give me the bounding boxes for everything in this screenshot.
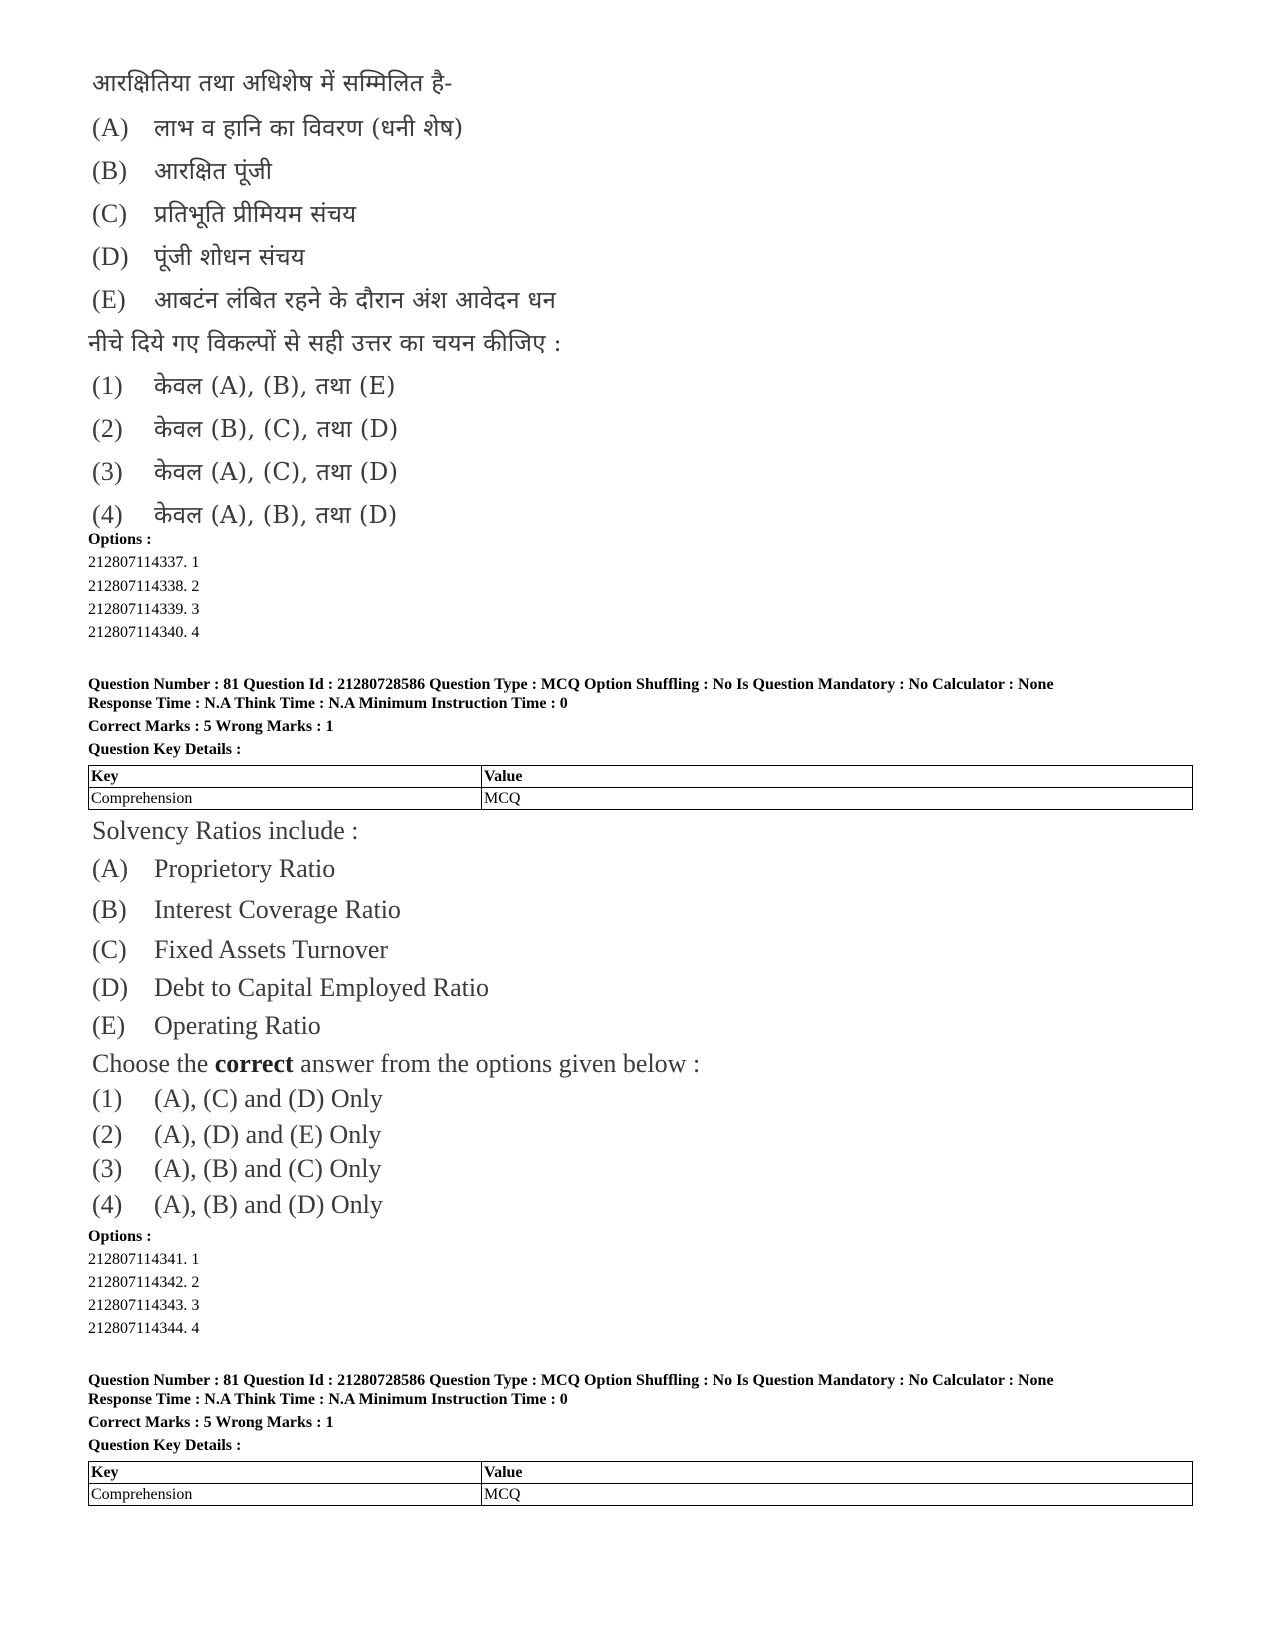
option-id: 212807114343. 3 <box>88 1297 200 1314</box>
question-timing: Response Time : N.A Think Time : N.A Minimum Instruction Time : 0 <box>88 1391 568 1408</box>
table-cell-key: Comprehension <box>89 1484 482 1506</box>
question-instruction: नीचे दिये गए विकल्पों से सही उत्तर का चयन कीजिए : <box>88 329 562 357</box>
question-marks: Correct Marks : 5 Wrong Marks : 1 <box>88 1414 334 1431</box>
question-meta: Question Number : 81 Question Id : 21280728586 Question Type : MCQ Option Shuffling : No Is Question Mandatory : No Calculator : None <box>88 1372 1054 1389</box>
question-marks: Correct Marks : 5 Wrong Marks : 1 <box>88 718 334 735</box>
statement-item: (C) Fixed Assets Turnover <box>92 935 389 964</box>
key-details-heading: Question Key Details : <box>88 1437 242 1454</box>
table-header-key: Key <box>89 1462 482 1484</box>
question-timing: Response Time : N.A Think Time : N.A Minimum Instruction Time : 0 <box>88 695 568 712</box>
answer-choice: (2) (A), (D) and (E) Only <box>92 1120 382 1149</box>
table-row <box>89 1484 1193 1506</box>
statement-item: (B) आरक्षित पूंजी <box>92 156 273 185</box>
option-id: 212807114337. 1 <box>88 554 200 571</box>
options-heading: Options : <box>88 531 152 548</box>
question-instruction: Choose the correct answer from the options given below : <box>92 1049 701 1078</box>
question-stem: आरक्षितिया तथा अधिशेष में सम्मिलित है- <box>92 69 453 97</box>
answer-choice: (1) केवल (A), (B), तथा (E) <box>92 371 396 400</box>
options-heading: Options : <box>88 1228 152 1245</box>
statement-item: (C) प्रतिभूति प्रीमियम संचय <box>92 199 357 228</box>
option-id: 212807114344. 4 <box>88 1320 200 1337</box>
answer-choice: (1) (A), (C) and (D) Only <box>92 1084 383 1113</box>
question-image-english <box>92 0 752 1240</box>
option-id: 212807114341. 1 <box>88 1251 200 1268</box>
table-cell-key: Comprehension <box>89 788 482 810</box>
answer-choice: (2) केवल (B), (C), तथा (D) <box>92 414 399 443</box>
answer-choice: (3) केवल (A), (C), तथा (D) <box>92 457 399 486</box>
table-header-row <box>89 1462 1193 1484</box>
option-id: 212807114338. 2 <box>88 578 200 595</box>
key-details-heading: Question Key Details : <box>88 741 242 758</box>
answer-choice: (3) (A), (B) and (C) Only <box>92 1154 382 1183</box>
answer-choice: (4) (A), (B) and (D) Only <box>92 1190 383 1219</box>
table-header-value: Value <box>482 766 1193 788</box>
question-stem: Solvency Ratios include : <box>92 816 359 845</box>
statement-item: (E) आबटंन लंबित रहने के दौरान अंश आवेदन धन <box>92 285 557 314</box>
statement-item: (D) Debt to Capital Employed Ratio <box>92 973 490 1002</box>
table-header-value: Value <box>482 1462 1193 1484</box>
statement-item: (A) लाभ व हानि का विवरण (धनी शेष) <box>92 113 464 142</box>
question-meta: Question Number : 81 Question Id : 21280728586 Question Type : MCQ Option Shuffling : No Is Question Mandatory : No Calculator : None <box>88 676 1054 693</box>
statement-item: (D) पूंजी शोधन संचय <box>92 242 305 271</box>
statement-item: (E) Operating Ratio <box>92 1011 321 1040</box>
table-cell-value: MCQ <box>482 788 1193 810</box>
option-id: 212807114342. 2 <box>88 1274 200 1291</box>
statement-item: (A) Proprietory Ratio <box>92 854 336 883</box>
table-header-key: Key <box>89 766 482 788</box>
table-cell-value: MCQ <box>482 1484 1193 1506</box>
option-id: 212807114339. 3 <box>88 601 200 618</box>
statement-item: (B) Interest Coverage Ratio <box>92 895 401 924</box>
key-value-table <box>88 1461 1193 1506</box>
answer-choice: (4) केवल (A), (B), तथा (D) <box>92 500 398 529</box>
option-id: 212807114340. 4 <box>88 624 200 641</box>
